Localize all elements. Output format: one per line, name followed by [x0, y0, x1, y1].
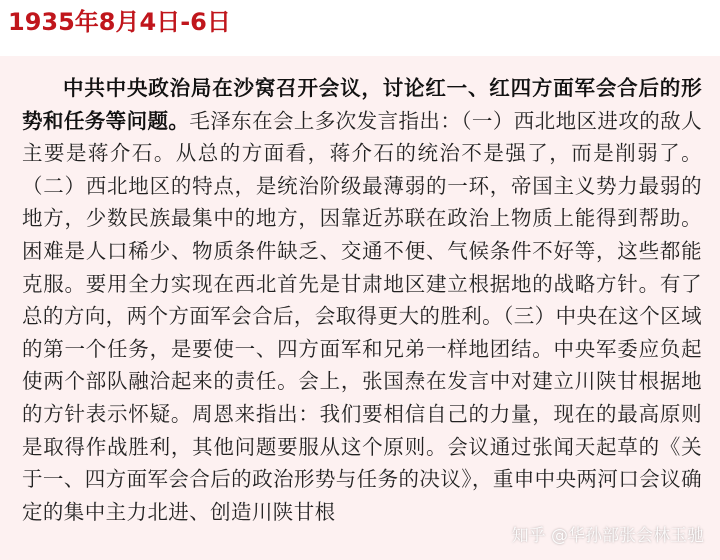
article-paragraph — [22, 72, 702, 528]
article-body-text: 毛泽东在会上多次发言指出：（一）西北地区进攻的敌人主要是蒋介石。从总的方面看，蒋介石的统治不是强了，而是削弱了。（二）西北地区的特点，是统治阶级最薄弱的一环，帝国主义势力最弱的地方，少数民族最集中的地方，因靠近苏联在政治上物质上能得到帮助。困难是人口稀少、物质条件缺乏、交通不便、气候条件不好等，这些都能克服。要用全力实现在西北首先是甘肃地区建立根据地的战略方针。有了总的方向，两个方面军会合后，会取得更大的胜利。（三）中央在这个区域的第一个任务，是要使一、四方面军和兄弟一样地团结。中央军委应负起使两个部队融洽起来的责任。会上，张国焘在发言中对建立川陕甘根据地的方针表示怀疑。周恩来指出：我们要相信自己的力量，现在的最高原则是取得作战胜利，其他问题要服从这个原则。会议通过张闻天起草的《关于一、四方面军会合后的政治形势与任务的决议》，重申中央两河口会议确定的集中主力北进、创造川陕甘根 — [22, 108, 703, 524]
article-card — [0, 56, 720, 560]
article-lead-sentence: 中共中央政治局在沙窝召开会议，讨论红一、红四方面军会合后的形势和任务等问题。 — [22, 76, 702, 133]
zhihu-watermark: 知乎 @华孙部张会林玉驰 — [511, 526, 704, 546]
date-heading: 1935年8月4日-6日 — [8, 8, 231, 36]
